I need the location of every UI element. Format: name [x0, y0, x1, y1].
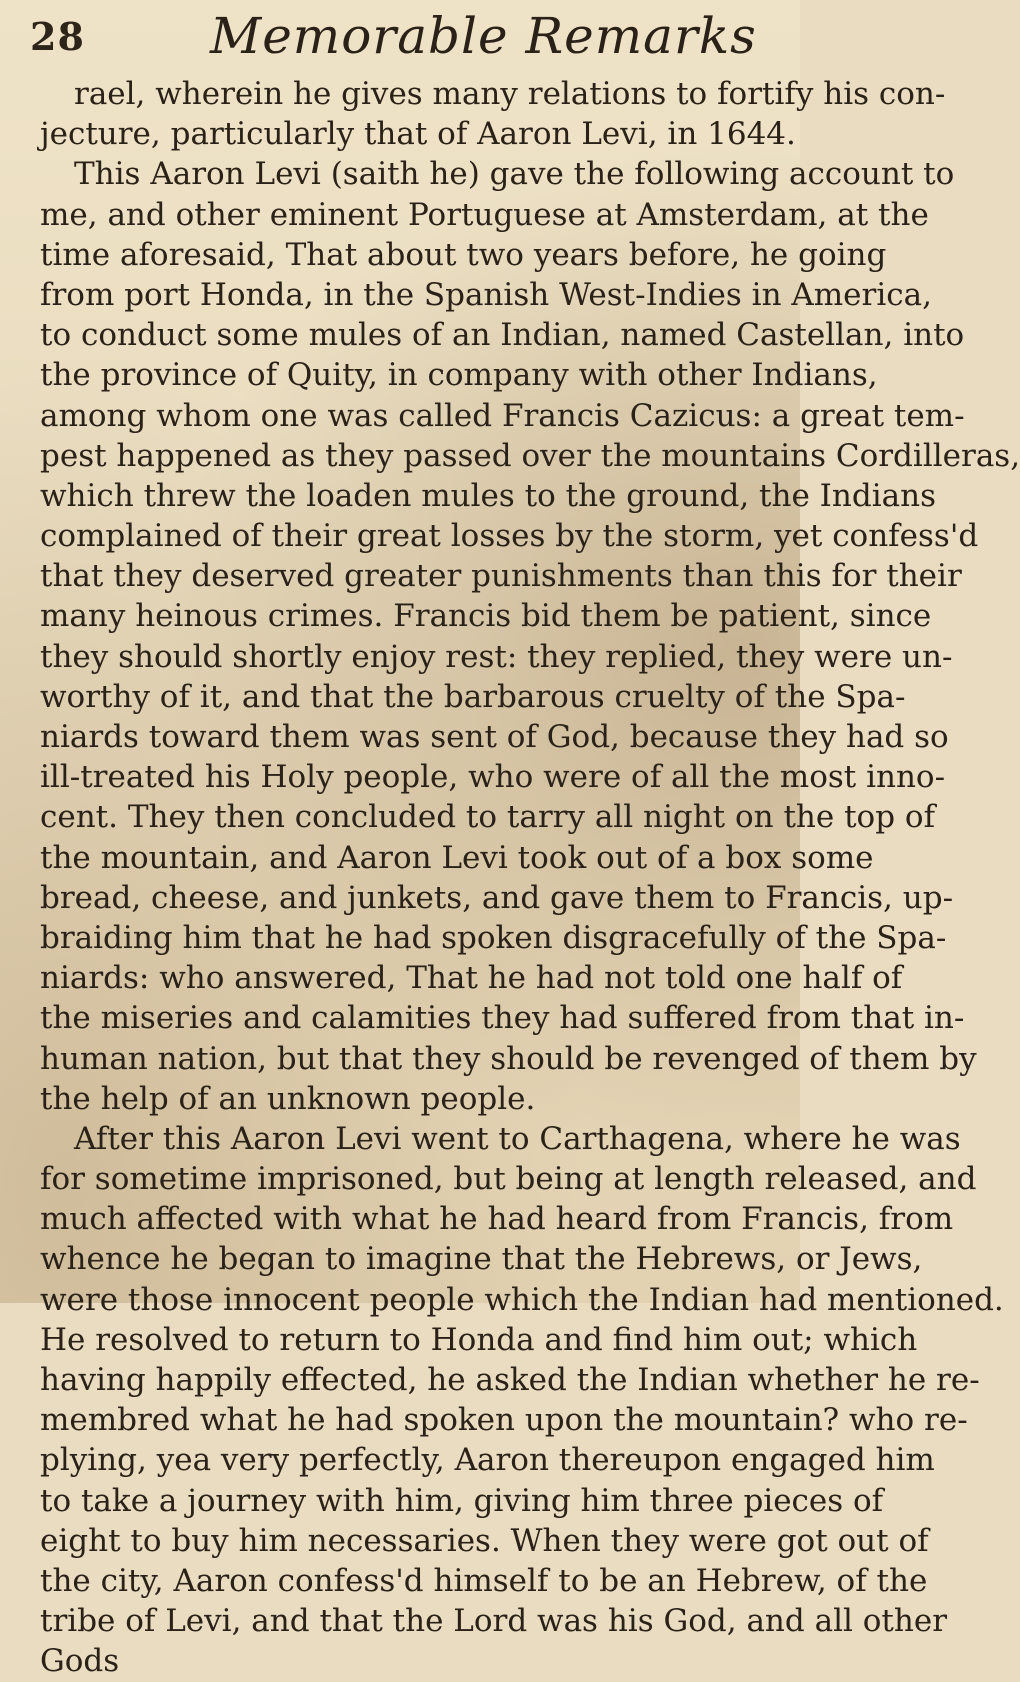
- text-line: cent. They then concluded to tarry all night on the top of: [40, 799, 936, 836]
- text-line: the mountain, and Aaron Levi took out of a box some: [40, 839, 874, 876]
- text-line: After this Aaron Levi went to Carthagena, where he was: [74, 1120, 961, 1157]
- text-line: the city, Aaron confess'd himself to be an Hebrew, of the: [40, 1562, 928, 1599]
- text-line: He resolved to return to Honda and find him out; which: [40, 1321, 918, 1358]
- text-line: human nation, but that they should be revenged of them by: [40, 1040, 977, 1077]
- text-line: braiding him that he had spoken disgracefully of the Spa-: [40, 919, 947, 956]
- text-line: having happily effected, he asked the Indian whether he re-: [40, 1362, 980, 1398]
- text-line: pest happened as they passed over the mountains Cordilleras,: [40, 437, 1020, 474]
- text-line: the miseries and calamities they had suffered from that in-: [40, 1000, 965, 1037]
- text-line: whence he began to imagine that the Hebrews, or Jews,: [40, 1241, 923, 1278]
- text-line: many heinous crimes. Francis bid them be patient, since: [40, 598, 932, 635]
- text-line: bread, cheese, and junkets, and gave them to Francis, up-: [40, 879, 954, 916]
- text-line: tribe of Levi, and that the Lord was his God, and all other: [40, 1603, 948, 1640]
- text-line: This Aaron Levi (saith he) gave the following account to: [74, 156, 955, 193]
- text-line: to conduct some mules of an Indian, named Castellan, into: [40, 317, 965, 354]
- text-line: were those innocent people which the Indian had mentioned.: [40, 1281, 1004, 1318]
- text-line: complained of their great losses by the storm, yet confess'd: [40, 518, 979, 555]
- text-line: eight to buy him necessaries. When they were got out of: [40, 1522, 929, 1559]
- text-line: jecture, particularly that of Aaron Levi, in 1644.: [40, 116, 796, 153]
- text-line: much affected with what he had heard from Francis, from: [40, 1201, 954, 1238]
- body-text: [40, 74, 1020, 1680]
- text-line: which threw the loaden mules to the ground, the Indians: [40, 477, 937, 514]
- text-line: worthy of it, and that the barbarous cruelty of the Spa-: [40, 678, 906, 715]
- text-line: the province of Quity, in company with other Indians,: [40, 357, 878, 394]
- text-line: membred what he had spoken upon the mountain? who re-: [40, 1402, 968, 1439]
- text-line: they should shortly enjoy rest: they replied, they were un-: [40, 638, 953, 675]
- text-line: niards: who answered, That he had not told one half of: [40, 960, 903, 997]
- running-title: Memorable Remarks: [210, 7, 757, 65]
- running-head: [30, 6, 760, 66]
- text-line: the help of an unknown people.: [40, 1080, 536, 1117]
- text-line: that they deserved greater punishments than this for their: [40, 558, 962, 595]
- text-line: to take a journey with him, giving him three pieces of: [40, 1482, 884, 1519]
- text-line: niards toward them was sent of God, because they had so: [40, 719, 949, 755]
- text-line: from port Honda, in the Spanish West-Indies in America,: [40, 276, 932, 313]
- text-line: plying, yea very perfectly, Aaron thereupon engaged him: [40, 1442, 935, 1479]
- text-line: ill-treated his Holy people, who were of all the most inno-: [40, 759, 946, 796]
- text-line: Gods: [40, 1643, 120, 1680]
- text-line: me, and other eminent Portuguese at Amsterdam, at the: [40, 196, 929, 233]
- text-line: for sometime imprisoned, but being at length released, and: [40, 1161, 977, 1198]
- text-line: among whom one was called Francis Cazicus: a great tem-: [40, 397, 965, 434]
- page-number: 28: [30, 13, 85, 59]
- text-line: rael, wherein he gives many relations to fortify his con-: [74, 76, 946, 112]
- text-line: time aforesaid, That about two years before, he going: [40, 236, 887, 273]
